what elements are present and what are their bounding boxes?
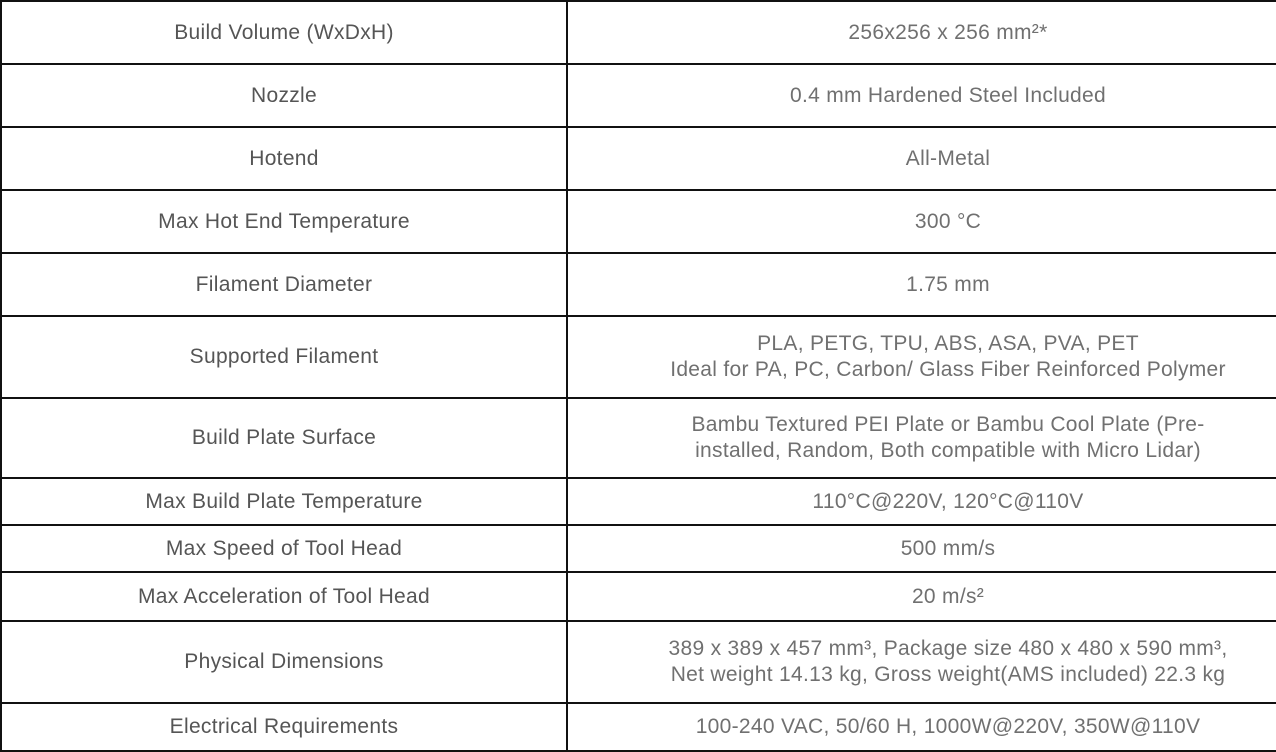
spec-label-max-build-plate-temperature: Max Build Plate Temperature [1, 478, 567, 525]
spec-value-line: Bambu Textured PEI Plate or Bambu Cool Plate (Pre- [691, 413, 1205, 437]
spec-label-filament-diameter: Filament Diameter [1, 253, 567, 316]
spec-value-line: All-Metal [905, 146, 991, 170]
spec-value-line: PLA, PETG, TPU, ABS, ASA, PVA, PET [757, 332, 1139, 356]
spec-value-filament-diameter [567, 253, 1276, 316]
table-row [1, 478, 1276, 525]
spec-value-line: installed, Random, Both compatible with Micro Lidar) [695, 439, 1201, 462]
table-row [1, 621, 1276, 703]
spec-value-max-build-plate-temperature [567, 478, 1276, 525]
spec-label-electrical-requirements: Electrical Requirements [1, 703, 567, 751]
table-row [1, 316, 1276, 398]
spec-value-supported-filament [567, 316, 1276, 398]
spec-value-line: Ideal for PA, PC, Carbon/ Glass Fiber Reinforced Polymer [670, 358, 1226, 381]
spec-value-build-plate-surface [567, 398, 1276, 478]
spec-label-build-volume: Build Volume (WxDxH) [1, 1, 567, 64]
spec-value-line: 20 m/s² [911, 584, 985, 608]
spec-label-nozzle: Nozzle [1, 64, 567, 127]
spec-label-max-hot-end-temperature: Max Hot End Temperature [1, 190, 567, 253]
spec-label-max-speed-of-tool-head: Max Speed of Tool Head [1, 525, 567, 572]
table-row [1, 253, 1276, 316]
table-row [1, 525, 1276, 572]
spec-label-build-plate-surface: Build Plate Surface [1, 398, 567, 478]
table-row [1, 190, 1276, 253]
spec-value-line: 500 mm/s [900, 536, 996, 560]
spec-value-max-speed-of-tool-head [567, 525, 1276, 572]
spec-value-max-hot-end-temperature [567, 190, 1276, 253]
spec-value-line: 100-240 VAC, 50/60 H, 1000W@220V, 350W@110V [695, 715, 1201, 739]
spec-value-line: 0.4 mm Hardened Steel Included [789, 83, 1106, 107]
table-row [1, 1, 1276, 64]
spec-label-hotend: Hotend [1, 127, 567, 190]
table-row [1, 398, 1276, 478]
spec-value-electrical-requirements [567, 703, 1276, 751]
table-row [1, 572, 1276, 621]
specifications-table-body [1, 1, 1276, 751]
spec-value-physical-dimensions [567, 621, 1276, 703]
spec-label-max-acceleration-of-tool-head: Max Acceleration of Tool Head [1, 572, 567, 621]
spec-value-line: Net weight 14.13 kg, Gross weight(AMS included) 22.3 kg [670, 663, 1226, 686]
spec-value-hotend [567, 127, 1276, 190]
spec-value-nozzle [567, 64, 1276, 127]
table-row [1, 64, 1276, 127]
spec-value-line: 256x256 x 256 mm²* [848, 20, 1048, 44]
spec-value-line: 1.75 mm [906, 272, 990, 296]
table-row [1, 127, 1276, 190]
spec-value-max-acceleration-of-tool-head [567, 572, 1276, 621]
table-row [1, 703, 1276, 751]
spec-label-physical-dimensions: Physical Dimensions [1, 621, 567, 703]
spec-label-supported-filament: Supported Filament [1, 316, 567, 398]
spec-value-line: 389 x 389 x 457 mm³, Package size 480 x 480 x 590 mm³, [668, 637, 1228, 661]
spec-value-line: 110°C@220V, 120°C@110V [812, 489, 1084, 513]
spec-value-build-volume [567, 1, 1276, 64]
spec-value-line: 300 °C [914, 209, 982, 233]
